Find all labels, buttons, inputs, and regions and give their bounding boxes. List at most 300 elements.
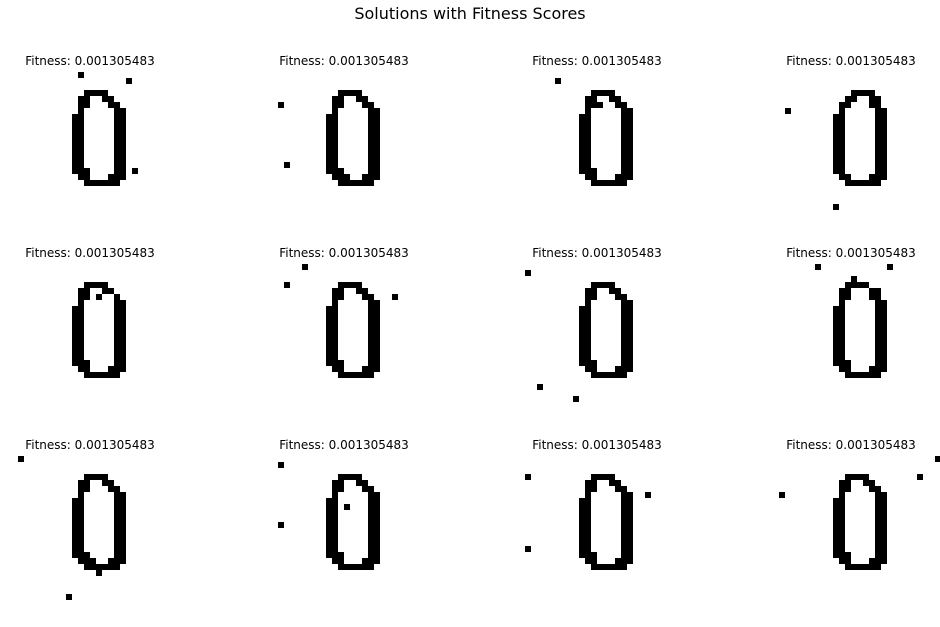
black-pixel <box>627 162 633 168</box>
black-pixel <box>839 102 845 108</box>
black-pixel <box>368 510 374 516</box>
black-pixel <box>845 288 851 294</box>
black-pixel <box>368 318 374 324</box>
black-pixel <box>326 342 332 348</box>
black-pixel <box>833 204 839 210</box>
black-pixel <box>326 360 332 366</box>
black-pixel <box>579 156 585 162</box>
black-pixel <box>356 480 362 486</box>
black-pixel <box>627 138 633 144</box>
black-pixel <box>72 336 78 342</box>
black-pixel <box>869 294 875 300</box>
black-pixel <box>591 564 597 570</box>
black-pixel <box>881 126 887 132</box>
black-pixel <box>609 564 615 570</box>
black-pixel <box>78 540 84 546</box>
black-pixel <box>78 96 84 102</box>
black-pixel <box>368 486 374 492</box>
black-pixel <box>114 318 120 324</box>
black-pixel <box>579 516 585 522</box>
black-pixel <box>374 174 380 180</box>
black-pixel <box>863 564 869 570</box>
black-pixel <box>120 366 126 372</box>
black-pixel <box>278 522 284 528</box>
black-pixel <box>585 510 591 516</box>
black-pixel <box>78 108 84 114</box>
black-pixel <box>839 486 845 492</box>
black-pixel <box>833 312 839 318</box>
black-pixel <box>833 528 839 534</box>
black-pixel <box>72 132 78 138</box>
black-pixel <box>875 564 881 570</box>
black-pixel <box>621 102 627 108</box>
black-pixel <box>627 546 633 552</box>
black-pixel <box>368 348 374 354</box>
black-pixel <box>875 102 881 108</box>
black-pixel <box>326 156 332 162</box>
black-pixel <box>96 474 102 480</box>
black-pixel <box>114 528 120 534</box>
black-pixel <box>332 132 338 138</box>
black-pixel <box>875 366 881 372</box>
black-pixel <box>368 528 374 534</box>
black-pixel <box>875 156 881 162</box>
black-pixel <box>102 180 108 186</box>
black-pixel <box>621 558 627 564</box>
black-pixel <box>839 330 845 336</box>
black-pixel <box>863 180 869 186</box>
black-pixel <box>881 324 887 330</box>
black-pixel <box>591 282 597 288</box>
black-pixel <box>585 336 591 342</box>
black-pixel <box>585 102 591 108</box>
black-pixel <box>591 480 597 486</box>
black-pixel <box>845 558 851 564</box>
black-pixel <box>114 522 120 528</box>
black-pixel <box>597 474 603 480</box>
black-pixel <box>374 306 380 312</box>
black-pixel <box>374 528 380 534</box>
black-pixel <box>591 366 597 372</box>
black-pixel <box>278 102 284 108</box>
black-pixel <box>875 120 881 126</box>
black-pixel <box>875 96 881 102</box>
black-pixel <box>72 144 78 150</box>
black-pixel <box>114 168 120 174</box>
black-pixel <box>120 306 126 312</box>
solution-image <box>246 452 442 615</box>
black-pixel <box>839 144 845 150</box>
black-pixel <box>368 366 374 372</box>
black-pixel <box>525 474 531 480</box>
black-pixel <box>326 306 332 312</box>
black-pixel <box>368 102 374 108</box>
black-pixel <box>114 372 120 378</box>
black-pixel <box>78 510 84 516</box>
black-pixel <box>338 174 344 180</box>
black-pixel <box>368 336 374 342</box>
black-pixel <box>78 312 84 318</box>
black-pixel <box>881 540 887 546</box>
black-pixel <box>332 300 338 306</box>
black-pixel <box>875 348 881 354</box>
black-pixel <box>108 288 114 294</box>
black-pixel <box>90 372 96 378</box>
solution-panel <box>0 245 190 435</box>
black-pixel <box>120 174 126 180</box>
black-pixel <box>579 144 585 150</box>
black-pixel <box>875 546 881 552</box>
black-pixel <box>120 354 126 360</box>
black-pixel <box>621 366 627 372</box>
black-pixel <box>102 288 108 294</box>
black-pixel <box>851 90 857 96</box>
black-pixel <box>597 180 603 186</box>
black-pixel <box>120 528 126 534</box>
black-pixel <box>881 354 887 360</box>
black-pixel <box>615 486 621 492</box>
black-pixel <box>839 546 845 552</box>
black-pixel <box>368 330 374 336</box>
black-pixel <box>851 180 857 186</box>
black-pixel <box>881 546 887 552</box>
black-pixel <box>881 306 887 312</box>
black-pixel <box>368 150 374 156</box>
black-pixel <box>374 324 380 330</box>
black-pixel <box>627 318 633 324</box>
black-pixel <box>368 564 374 570</box>
black-pixel <box>839 516 845 522</box>
black-pixel <box>839 150 845 156</box>
black-pixel <box>875 486 881 492</box>
black-pixel <box>78 132 84 138</box>
black-pixel <box>120 108 126 114</box>
black-pixel <box>839 132 845 138</box>
black-pixel <box>627 336 633 342</box>
black-pixel <box>869 288 875 294</box>
black-pixel <box>368 342 374 348</box>
black-pixel <box>579 324 585 330</box>
black-pixel <box>114 492 120 498</box>
black-pixel <box>845 474 851 480</box>
black-pixel <box>881 510 887 516</box>
solution-panel <box>751 245 940 435</box>
black-pixel <box>96 90 102 96</box>
black-pixel <box>338 366 344 372</box>
black-pixel <box>368 174 374 180</box>
black-pixel <box>332 150 338 156</box>
black-pixel <box>627 126 633 132</box>
black-pixel <box>102 372 108 378</box>
black-pixel <box>120 498 126 504</box>
black-pixel <box>839 522 845 528</box>
black-pixel <box>108 564 114 570</box>
black-pixel <box>344 564 350 570</box>
black-pixel <box>114 516 120 522</box>
black-pixel <box>579 540 585 546</box>
black-pixel <box>627 558 633 564</box>
black-pixel <box>102 96 108 102</box>
black-pixel <box>332 102 338 108</box>
black-pixel <box>78 330 84 336</box>
black-pixel <box>579 312 585 318</box>
black-pixel <box>368 504 374 510</box>
black-pixel <box>120 168 126 174</box>
black-pixel <box>114 306 120 312</box>
black-pixel <box>585 114 591 120</box>
black-pixel <box>875 318 881 324</box>
black-pixel <box>881 504 887 510</box>
black-pixel <box>132 168 138 174</box>
black-pixel <box>344 474 350 480</box>
black-pixel <box>615 564 621 570</box>
black-pixel <box>621 546 627 552</box>
black-pixel <box>881 144 887 150</box>
black-pixel <box>621 516 627 522</box>
black-pixel <box>326 354 332 360</box>
black-pixel <box>114 162 120 168</box>
black-pixel <box>78 552 84 558</box>
black-pixel <box>579 552 585 558</box>
black-pixel <box>585 318 591 324</box>
black-pixel <box>108 486 114 492</box>
black-pixel <box>875 150 881 156</box>
black-pixel <box>278 462 284 468</box>
black-pixel <box>833 318 839 324</box>
black-pixel <box>368 540 374 546</box>
black-pixel <box>326 120 332 126</box>
black-pixel <box>108 96 114 102</box>
black-pixel <box>875 360 881 366</box>
black-pixel <box>344 504 350 510</box>
black-pixel <box>627 510 633 516</box>
black-pixel <box>362 96 368 102</box>
black-pixel <box>338 180 344 186</box>
black-pixel <box>120 150 126 156</box>
black-pixel <box>621 156 627 162</box>
black-pixel <box>108 558 114 564</box>
black-pixel <box>585 492 591 498</box>
black-pixel <box>72 534 78 540</box>
black-pixel <box>839 510 845 516</box>
black-pixel <box>881 528 887 534</box>
black-pixel <box>90 90 96 96</box>
black-pixel <box>839 552 845 558</box>
black-pixel <box>555 78 561 84</box>
solution-panel <box>751 437 940 627</box>
black-pixel <box>869 174 875 180</box>
black-pixel <box>114 102 120 108</box>
black-pixel <box>368 126 374 132</box>
black-pixel <box>114 300 120 306</box>
black-pixel <box>72 306 78 312</box>
black-pixel <box>72 540 78 546</box>
black-pixel <box>875 510 881 516</box>
black-pixel <box>869 372 875 378</box>
black-pixel <box>579 498 585 504</box>
black-pixel <box>627 504 633 510</box>
black-pixel <box>78 126 84 132</box>
black-pixel <box>114 510 120 516</box>
black-pixel <box>362 288 368 294</box>
black-pixel <box>845 174 851 180</box>
black-pixel <box>621 330 627 336</box>
solution-image <box>246 68 442 231</box>
black-pixel <box>78 138 84 144</box>
black-pixel <box>78 114 84 120</box>
black-pixel <box>362 480 368 486</box>
black-pixel <box>875 558 881 564</box>
black-pixel <box>585 288 591 294</box>
black-pixel <box>114 348 120 354</box>
black-pixel <box>875 300 881 306</box>
black-pixel <box>621 108 627 114</box>
solution-image <box>0 260 188 423</box>
black-pixel <box>102 282 108 288</box>
black-pixel <box>627 528 633 534</box>
black-pixel <box>78 342 84 348</box>
black-pixel <box>114 180 120 186</box>
black-pixel <box>326 162 332 168</box>
black-pixel <box>845 96 851 102</box>
fitness-label: Fitness: 0.001305483 <box>786 54 916 68</box>
black-pixel <box>120 114 126 120</box>
black-pixel <box>597 90 603 96</box>
black-pixel <box>875 516 881 522</box>
black-pixel <box>102 480 108 486</box>
black-pixel <box>18 456 24 462</box>
black-pixel <box>579 504 585 510</box>
black-pixel <box>374 558 380 564</box>
black-pixel <box>839 498 845 504</box>
black-pixel <box>356 90 362 96</box>
black-pixel <box>362 102 368 108</box>
black-pixel <box>326 168 332 174</box>
black-pixel <box>615 372 621 378</box>
black-pixel <box>875 498 881 504</box>
black-pixel <box>72 498 78 504</box>
black-pixel <box>875 108 881 114</box>
black-pixel <box>839 114 845 120</box>
black-pixel <box>875 330 881 336</box>
black-pixel <box>845 360 851 366</box>
black-pixel <box>120 534 126 540</box>
fitness-label: Fitness: 0.001305483 <box>25 246 155 260</box>
black-pixel <box>585 546 591 552</box>
black-pixel <box>839 504 845 510</box>
black-pixel <box>374 552 380 558</box>
black-pixel <box>338 480 344 486</box>
black-pixel <box>833 144 839 150</box>
black-pixel <box>332 348 338 354</box>
black-pixel <box>368 300 374 306</box>
fitness-label: Fitness: 0.001305483 <box>279 54 409 68</box>
black-pixel <box>833 126 839 132</box>
solution-panel <box>497 437 697 627</box>
black-pixel <box>875 288 881 294</box>
black-pixel <box>96 564 102 570</box>
black-pixel <box>591 102 597 108</box>
black-pixel <box>839 366 845 372</box>
black-pixel <box>869 102 875 108</box>
black-pixel <box>585 300 591 306</box>
black-pixel <box>875 336 881 342</box>
black-pixel <box>78 306 84 312</box>
black-pixel <box>120 126 126 132</box>
black-pixel <box>875 342 881 348</box>
black-pixel <box>374 540 380 546</box>
black-pixel <box>84 288 90 294</box>
black-pixel <box>917 474 923 480</box>
black-pixel <box>833 114 839 120</box>
black-pixel <box>114 504 120 510</box>
black-pixel <box>833 336 839 342</box>
black-pixel <box>326 498 332 504</box>
black-pixel <box>615 366 621 372</box>
black-pixel <box>875 180 881 186</box>
black-pixel <box>72 528 78 534</box>
black-pixel <box>845 180 851 186</box>
solution-image <box>0 452 188 615</box>
black-pixel <box>78 504 84 510</box>
black-pixel <box>338 102 344 108</box>
black-pixel <box>579 138 585 144</box>
black-pixel <box>338 90 344 96</box>
black-pixel <box>356 180 362 186</box>
black-pixel <box>525 270 531 276</box>
black-pixel <box>875 354 881 360</box>
black-pixel <box>326 522 332 528</box>
black-pixel <box>833 132 839 138</box>
black-pixel <box>845 564 851 570</box>
black-pixel <box>326 534 332 540</box>
black-pixel <box>114 366 120 372</box>
black-pixel <box>78 348 84 354</box>
black-pixel <box>875 138 881 144</box>
black-pixel <box>332 498 338 504</box>
black-pixel <box>326 318 332 324</box>
black-pixel <box>120 552 126 558</box>
black-pixel <box>591 168 597 174</box>
black-pixel <box>72 318 78 324</box>
black-pixel <box>102 90 108 96</box>
black-pixel <box>621 348 627 354</box>
black-pixel <box>356 564 362 570</box>
black-pixel <box>609 180 615 186</box>
black-pixel <box>108 372 114 378</box>
black-pixel <box>368 156 374 162</box>
black-pixel <box>114 132 120 138</box>
black-pixel <box>881 348 887 354</box>
black-pixel <box>627 330 633 336</box>
black-pixel <box>332 330 338 336</box>
black-pixel <box>869 90 875 96</box>
black-pixel <box>72 522 78 528</box>
black-pixel <box>845 486 851 492</box>
black-pixel <box>344 180 350 186</box>
black-pixel <box>374 360 380 366</box>
black-pixel <box>851 372 857 378</box>
black-pixel <box>392 294 398 300</box>
black-pixel <box>621 354 627 360</box>
black-pixel <box>332 156 338 162</box>
solution-panel <box>244 245 444 435</box>
black-pixel <box>72 168 78 174</box>
black-pixel <box>84 168 90 174</box>
black-pixel <box>833 324 839 330</box>
black-pixel <box>585 540 591 546</box>
black-pixel <box>585 324 591 330</box>
